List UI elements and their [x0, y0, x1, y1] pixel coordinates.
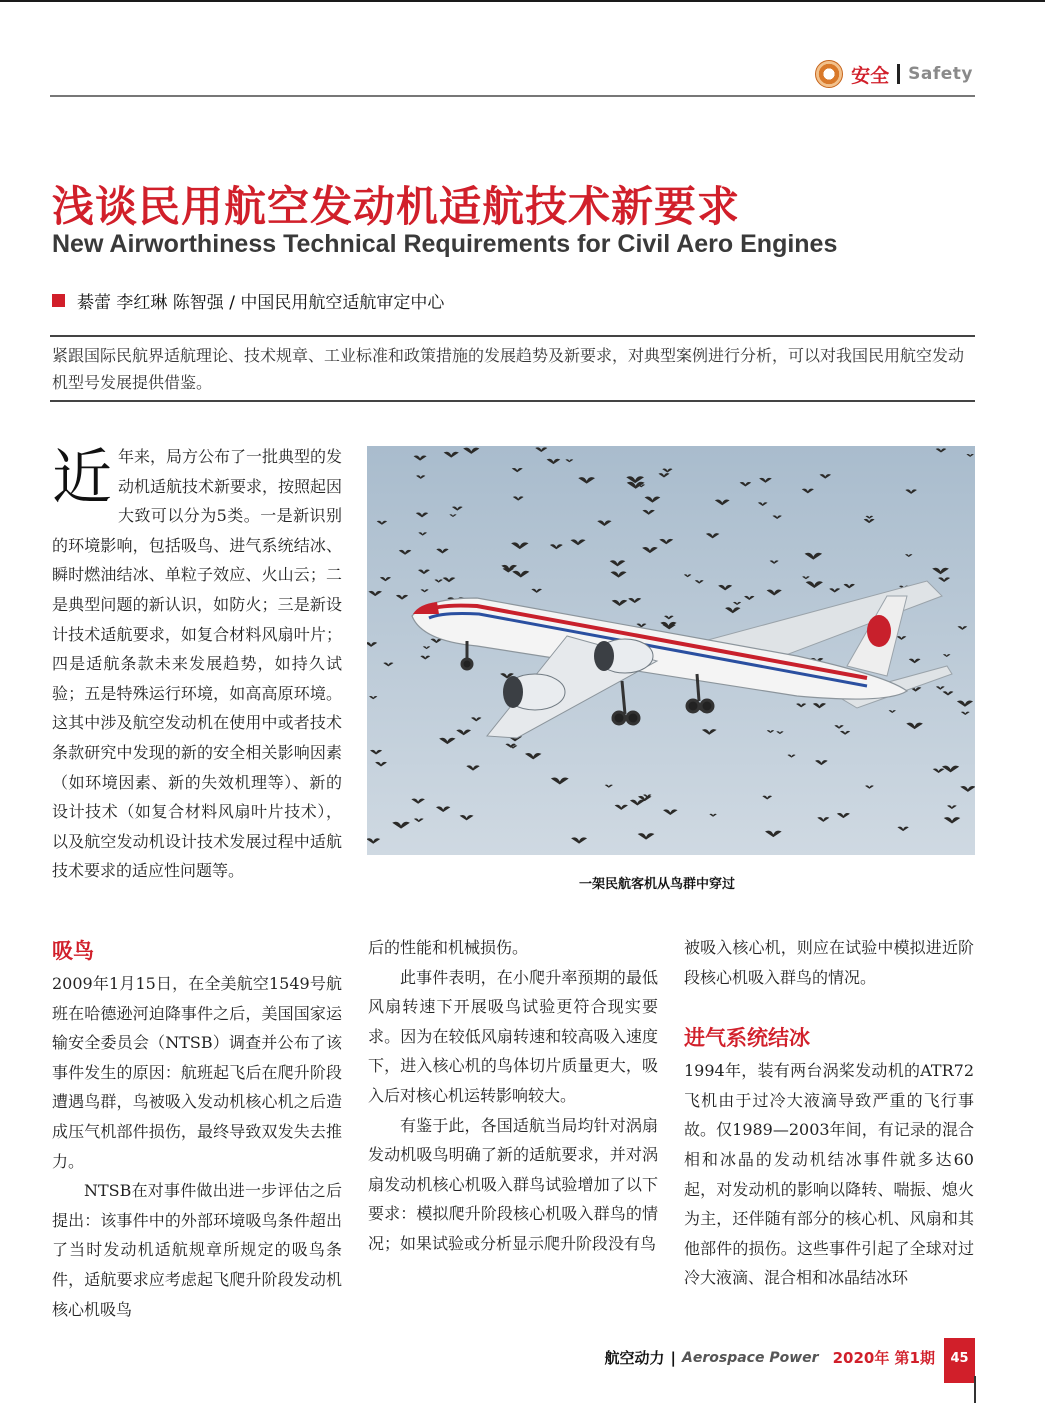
- footer-divider: |: [670, 1348, 677, 1367]
- bird-paragraph-2: NTSB在对事件做出进一步评估之后提出：该事件中的外部环境吸鸟条件超出了当时发动机适航规章所规定的吸鸟条件，适航要求应考虑起飞爬升阶段发动机核心机吸鸟: [52, 1181, 342, 1319]
- column-3: [684, 933, 974, 1293]
- byline-text: 綦蕾 李红琳 陈智强 / 中国民用航空适航审定中心: [77, 293, 445, 313]
- page-number: 45: [944, 1338, 975, 1383]
- bird-paragraph-3: 此事件表明，在小爬升率预期的最低风扇转速下开展吸鸟试验更符合现实要求。因为在较低风扇转速和较高吸入速度下，进入核心机的鸟体切片质量更大，吸入后对核心机运转影响较大。: [368, 967, 658, 1105]
- page-edge-line: [974, 1376, 976, 1403]
- abstract-rule-bottom: [50, 400, 975, 402]
- bird-paragraph-2-cont: 后的性能和机械损伤。: [368, 938, 529, 957]
- intro-text: 年来，局方公布了一批典型的发动机适航技术新要求，按照起因大致可以分为5类。一是新识别的环境影响，包括吸鸟、进气系统结冰、瞬时燃油结冰、单粒子效应、火山云；二是典型问题的新认识，如防火；三是新设计技术适航要求，如复合材料风扇叶片；四是适航条款未来发展趋势，如持久试验；五是特殊运行环境，如高高原环境。这其中涉及航空发动机在使用中或者技术条款研究中发现的新的安全相关影响因素（如环境因素、新的失效机理等）、新的设计技术（如复合材料风扇叶片技术），以及航空发动机设计技术发展过程中适航技术要求的适应性问题等。: [52, 447, 343, 881]
- airplane-birds-photo: [367, 446, 975, 855]
- section-divider: [897, 64, 900, 84]
- heading-icing: 进气系统结冰: [684, 1026, 810, 1051]
- bird-paragraph-4-cont: 被吸入核心机，则应在试验中模拟进近阶段核心机吸入群鸟的情况。: [684, 938, 974, 987]
- engine-left-intake: [503, 676, 523, 708]
- section-name-en: Safety: [908, 64, 973, 84]
- section-name-cn: 安全: [851, 64, 890, 87]
- abstract: 紧跟国际民航界适航理论、技术规章、工业标准和政策措施的发展趋势及新要求，对典型案例进行分析，可以对我国民用航空发动机型号发展提供借鉴。: [52, 346, 965, 392]
- article-title-en: New Airworthiness Technical Requirements for Civil Aero Engines: [52, 230, 838, 258]
- top-border: [0, 0, 1045, 2]
- header-rule: [50, 95, 975, 97]
- section-tag: [815, 60, 973, 88]
- column-1: [52, 933, 342, 1324]
- intro-paragraph: [52, 442, 342, 886]
- figure-caption-wrap: [367, 873, 1045, 892]
- drop-cap: 近: [52, 443, 112, 513]
- bird-paragraph-4: 有鉴于此，各国适航当局均针对涡扇发动机吸鸟明确了新的适航要求，并对涡扇发动机核心机吸入群鸟试验增加了以下要求：模拟爬升阶段核心机吸入群鸟的情况；如果试验或分析显示爬升阶段没有鸟: [368, 1115, 658, 1253]
- tail-logo-icon: [867, 615, 891, 647]
- journal-name-en: Aerospace Power: [682, 1349, 819, 1366]
- journal-name-cn: 航空动力: [604, 1349, 665, 1367]
- byline: [52, 288, 444, 313]
- figure-photo: [367, 446, 975, 855]
- section-emblem-icon: [815, 60, 843, 88]
- abstract-rule-top: [50, 335, 975, 337]
- issue-label: 2020年 第1期: [832, 1349, 935, 1367]
- footer: [605, 1347, 935, 1368]
- article-title-cn: 浅谈民用航空发动机适航技术新要求: [52, 182, 741, 232]
- icing-paragraph-1: 1994年，装有两台涡桨发动机的ATR72飞机由于过冷大液滴导致严重的飞行事故。仅1989—2003年间，有记录的混合相和冰晶的发动机结冰事件就多达60起，对发动机的影响以降转、喘振、熄火为主，还伴随有部分的核心机、风扇和其他部件的损伤。这些事件引起了全球对过冷大液滴、混合相和冰晶结冰环: [684, 1061, 974, 1288]
- intro-column: [52, 442, 342, 886]
- figure-caption: 一架民航客机从鸟群中穿过: [579, 877, 736, 892]
- engine-right-intake: [594, 641, 614, 671]
- byline-marker-icon: [52, 294, 65, 307]
- heading-bird: 吸鸟: [52, 939, 94, 963]
- bird-paragraph-1: 2009年1月15日，在全美航空1549号航班在哈德逊河迫降事件之后，美国国家运输安全委员会（NTSB）调查并公布了该事件发生的原因：航班起飞后在爬升阶段遭遇鸟群，鸟被吸入发动机核心机之后造成压气机部件损伤，最终导致双发失去推力。: [52, 974, 342, 1171]
- column-2: [368, 933, 658, 1259]
